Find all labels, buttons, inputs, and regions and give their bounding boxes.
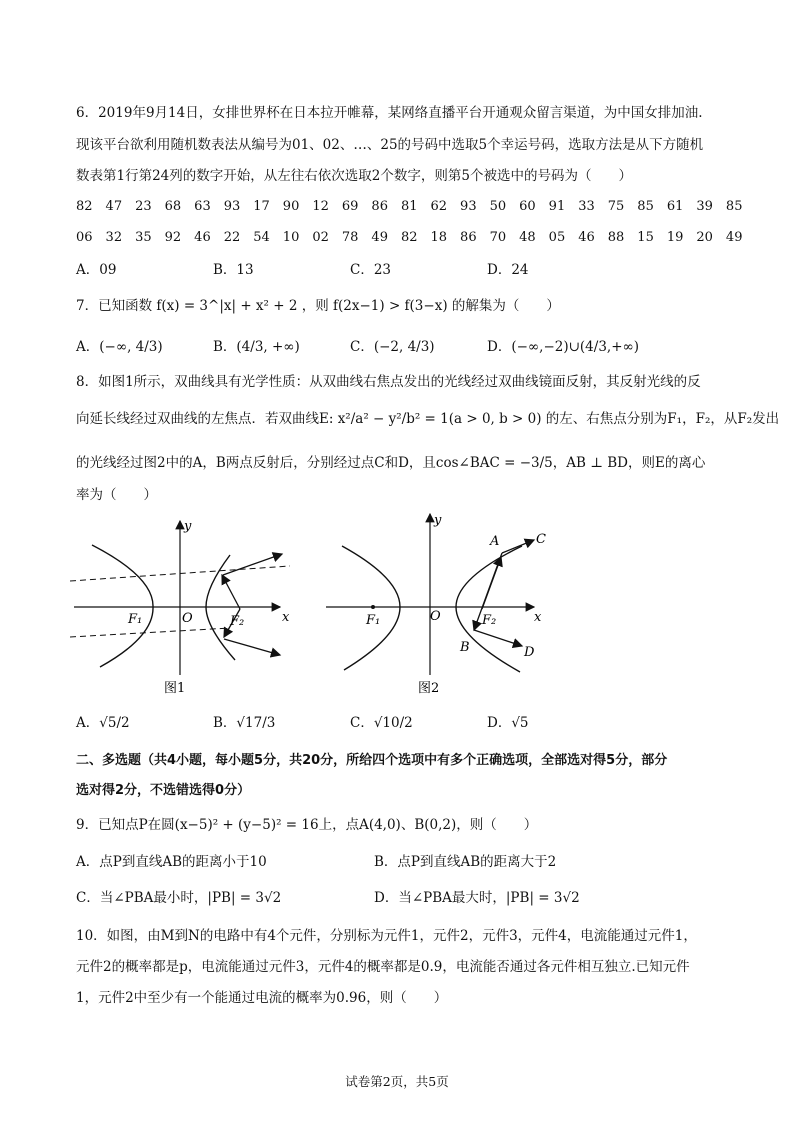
- q7-option-a: A．(−∞, 4/3): [76, 339, 163, 355]
- fig1-f2-label: F₂: [230, 614, 245, 629]
- q10-stem-line2: 元件2的概率都是p，电流能通过元件3，元件4的概率都是0.9，电流能否通过各元件相互独立.已知元件: [76, 959, 690, 975]
- fig2-y-label: y: [434, 513, 442, 528]
- fig1-reflect-up: [223, 554, 282, 575]
- q8-stem-line2: 向延长线经过双曲线的左焦点．若双曲线E: x²/a² − y²/b² = 1(a > 0, b > 0) 的左、右焦点分别为F₁，F₂，从F₂发出: [76, 411, 780, 427]
- q6-stem-line3: 数表第1行第24列的数字开始，从左往右依次选取2个数字，则第5个被选中的号码为（ ）: [76, 168, 632, 184]
- q8-stem-line4: 率为（ ）: [76, 487, 157, 503]
- q7-option-c: C．(−2, 4/3): [350, 339, 435, 355]
- fig2-caption: 图2: [418, 681, 440, 695]
- fig1-ray-up: [222, 575, 240, 609]
- q9-option-d: D．当∠PBA最大时，|PB| = 3√2: [374, 890, 580, 906]
- fig2-d-label: D: [524, 645, 535, 660]
- fig2-left-branch: [342, 546, 400, 670]
- q6-option-a: A．09: [76, 262, 117, 278]
- q8-stem-line1: 8．如图1所示，双曲线具有光学性质：从双曲线右焦点发出的光线经过双曲线镜面反射，其反射光线的反: [76, 374, 701, 390]
- fig1-dashed-lower: [70, 628, 230, 637]
- fig2-x-label: x: [534, 610, 542, 625]
- page-footer: 试卷第2页，共5页: [345, 1074, 449, 1089]
- q6-stem-line2: 现该平台欲利用随机数表法从编号为01、02、…、25的号码中选取5个幸运号码，选取方法是从下方随机: [76, 137, 704, 153]
- fig1-origin-label: O: [182, 611, 193, 626]
- figure-1: [70, 515, 300, 695]
- fig1-f1-label: F₁: [128, 612, 143, 627]
- q8-option-c: C．√10/2: [350, 715, 413, 731]
- q6-option-d: D．24: [487, 262, 529, 278]
- section2-heading-line2: 选对得2分，不选错选得0分）: [76, 783, 251, 798]
- q10-stem-line1: 10．如图，由M到N的电路中有4个元件，分别标为元件1，元件2，元件3，元件4，电流能通过元件1，: [76, 928, 697, 944]
- q8-option-d: D．√5: [487, 715, 529, 731]
- fig2-b-label: B: [460, 640, 470, 655]
- fig2-f2-label: F₂: [482, 613, 497, 628]
- fig2-f1-label: F₁: [366, 613, 381, 628]
- q8-option-a: A．√5/2: [76, 715, 130, 731]
- fig1-x-label: x: [282, 610, 290, 625]
- section2-heading-line1: 二、多选题（共4小题，每小题5分，共20分，所给四个选项中有多个正确选项，全部选对得5分，部分: [76, 753, 668, 768]
- q7-option-d: D．(−∞,−2)∪(4/3,+∞): [487, 339, 640, 355]
- q6-stem-line1: 6．2019年9月14日，女排世界杯在日本拉开帷幕，某网络直播平台开通观众留言渠道，为中国女排加油.: [76, 105, 703, 121]
- fig2-f1-point: [371, 605, 375, 609]
- fig2-a-label: A: [490, 534, 500, 549]
- q9-option-a: A．点P到直线AB的距离小于10: [76, 854, 267, 870]
- figure-2: [322, 510, 552, 695]
- q6-random-table-row2: 06 32 35 92 46 22 54 10 02 78 49 82 18 86 70 48 05 46 88 15 19 20 49: [76, 230, 743, 245]
- fig2-c-label: C: [536, 532, 546, 547]
- q7-stem: 7．已知函数 f(x) = 3^|x| + x² + 2 ，则 f(2x−1) > f(3−x) 的解集为（ ）: [76, 298, 560, 314]
- q9-option-c: C．当∠PBA最小时，|PB| = 3√2: [76, 890, 282, 906]
- q8-stem-line3: 的光线经过图2中的A，B两点反射后，分别经过点C和D，且cos∠BAC = −3/5，AB ⊥ BD，则E的离心: [76, 455, 706, 471]
- q6-option-b: B．13: [213, 262, 254, 278]
- fig2-ray-b-d: [474, 630, 522, 646]
- q9-option-b: B．点P到直线AB的距离大于2: [374, 854, 557, 870]
- q7-option-b: B．(4/3, +∞): [213, 339, 300, 355]
- fig1-y-label: y: [184, 519, 192, 534]
- fig1-left-branch: [92, 545, 153, 667]
- fig2-ray-a-c: [502, 540, 534, 553]
- q6-option-c: C．23: [350, 262, 392, 278]
- fig2-origin-label: O: [430, 609, 441, 624]
- fig1-caption: 图1: [164, 681, 186, 695]
- q8-option-b: B．√17/3: [213, 715, 276, 731]
- q9-stem: 9．已知点P在圆(x−5)² + (y−5)² = 16上，点A(4,0)、B(0,2)，则（ ）: [76, 817, 538, 833]
- q6-random-table-row1: 82 47 23 68 63 93 17 90 12 69 86 81 62 93 50 60 91 33 75 85 61 39 85: [76, 199, 743, 214]
- q10-stem-line3: 1，元件2中至少有一个能通过电流的概率为0.96，则（ ）: [76, 990, 448, 1006]
- fig1-reflect-down: [224, 639, 280, 655]
